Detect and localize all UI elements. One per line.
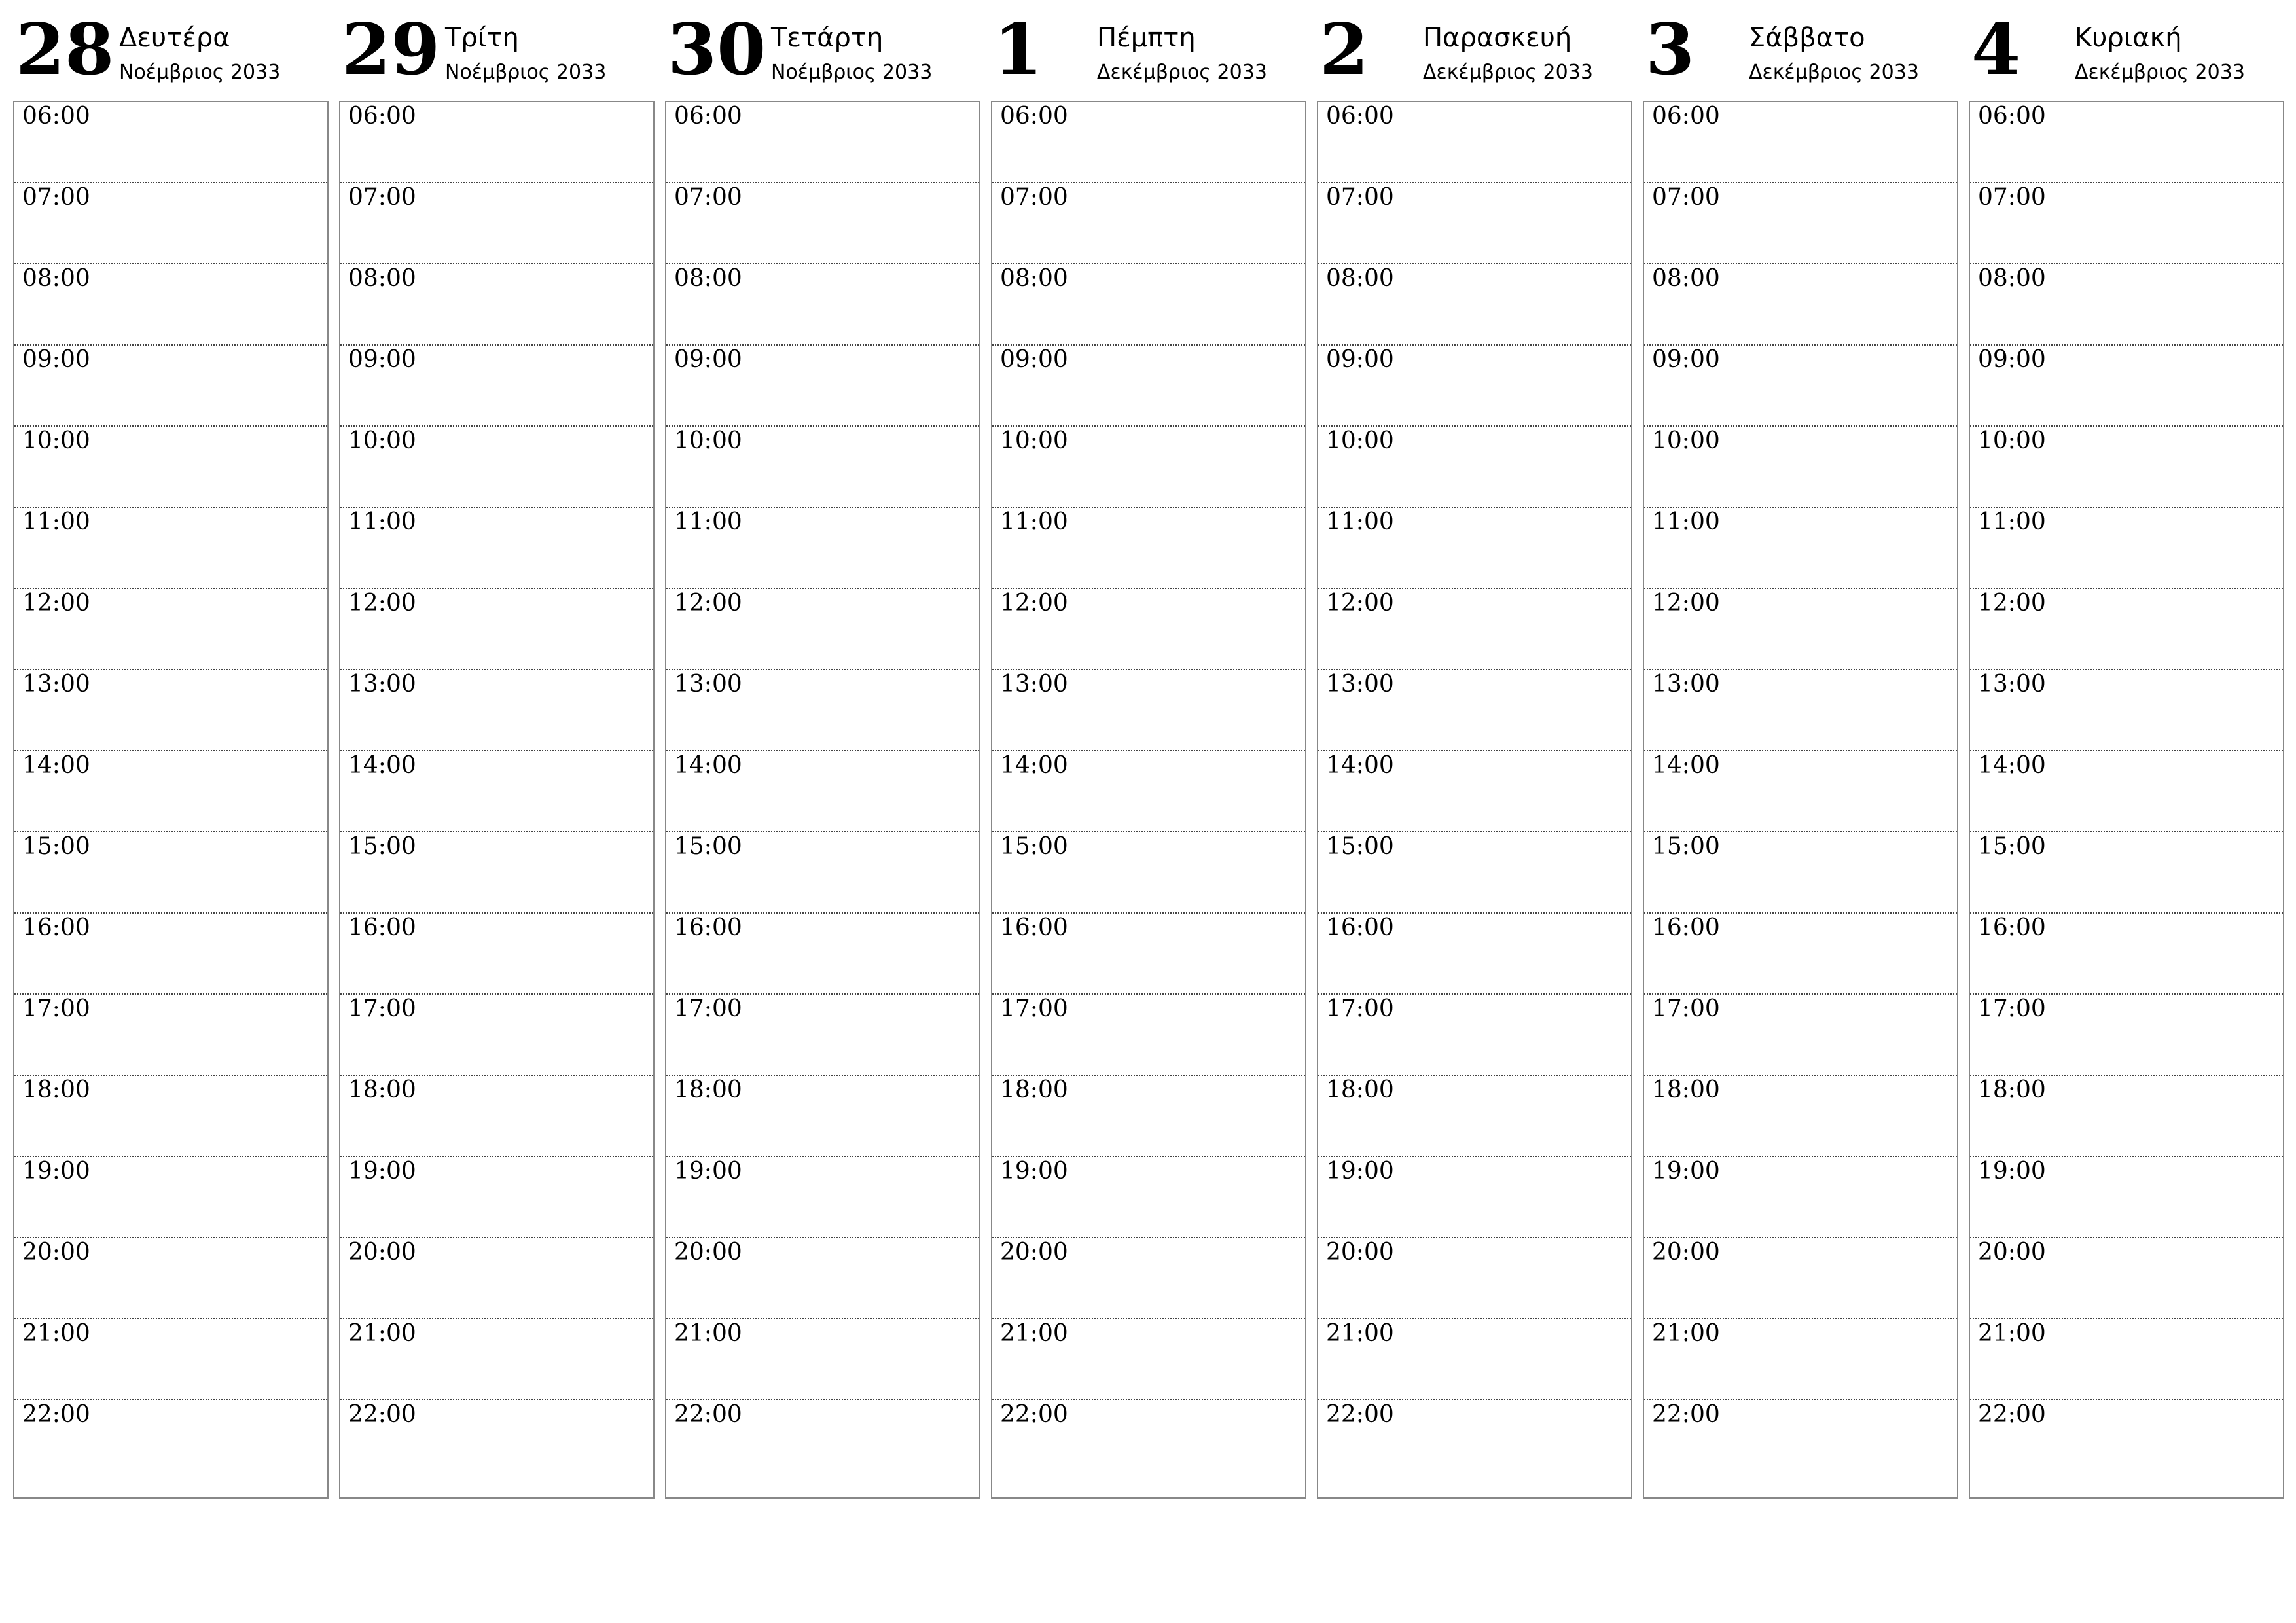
time-label: 18:00	[348, 1077, 416, 1103]
time-slot[interactable]	[992, 264, 1305, 346]
time-slot[interactable]	[992, 670, 1305, 751]
time-label: 12:00	[348, 590, 416, 616]
time-slot[interactable]	[1970, 264, 2283, 346]
time-label: 19:00	[1978, 1158, 2046, 1185]
time-slot[interactable]	[340, 589, 653, 670]
time-label: 07:00	[674, 184, 742, 211]
time-label: 14:00	[1652, 752, 1720, 779]
time-label: 06:00	[1652, 103, 1720, 130]
time-label: 06:00	[1326, 103, 1394, 130]
day-month: Δεκέμβριος 2033	[1097, 61, 1267, 84]
time-slot[interactable]	[340, 1238, 653, 1319]
time-label: 15:00	[674, 833, 742, 860]
time-slot[interactable]	[14, 264, 327, 346]
day-schedule-box	[339, 101, 655, 1499]
day-number: 28	[16, 9, 115, 91]
time-label: 09:00	[1978, 346, 2046, 373]
time-label: 15:00	[1326, 833, 1394, 860]
time-label: 16:00	[1978, 914, 2046, 941]
day-column-monday	[13, 0, 329, 1428]
time-label: 10:00	[22, 427, 90, 454]
time-label: 12:00	[674, 590, 742, 616]
time-label: 08:00	[1000, 265, 1068, 292]
day-number: 2	[1319, 9, 1369, 91]
time-slot[interactable]	[992, 751, 1305, 832]
time-label: 21:00	[1978, 1320, 2046, 1347]
time-label: 08:00	[348, 265, 416, 292]
time-label: 07:00	[1000, 184, 1068, 211]
time-label: 22:00	[22, 1401, 90, 1428]
time-label: 16:00	[22, 914, 90, 941]
time-slot[interactable]	[340, 1157, 653, 1238]
time-label: 20:00	[22, 1239, 90, 1266]
time-label: 19:00	[674, 1158, 742, 1185]
time-slot[interactable]	[1318, 1157, 1631, 1238]
time-slot[interactable]	[1644, 1076, 1957, 1157]
time-label: 07:00	[22, 184, 90, 211]
time-slot[interactable]	[666, 427, 979, 508]
time-label: 19:00	[22, 1158, 90, 1185]
time-slot[interactable]	[14, 1319, 327, 1400]
time-label: 12:00	[1978, 590, 2046, 616]
time-label: 21:00	[348, 1320, 416, 1347]
time-label: 08:00	[22, 265, 90, 292]
time-label: 14:00	[1000, 752, 1068, 779]
time-slot[interactable]	[1318, 346, 1631, 427]
time-label: 10:00	[1326, 427, 1394, 454]
time-label: 18:00	[1000, 1077, 1068, 1103]
time-label: 09:00	[22, 346, 90, 373]
time-slot[interactable]	[992, 346, 1305, 427]
time-slot[interactable]	[666, 1238, 979, 1319]
time-slot[interactable]	[666, 1076, 979, 1157]
time-slot[interactable]	[666, 751, 979, 832]
day-number: 3	[1645, 9, 1695, 91]
time-label: 20:00	[1326, 1239, 1394, 1266]
time-label: 20:00	[1652, 1239, 1720, 1266]
time-slot[interactable]	[666, 102, 979, 183]
time-slot[interactable]	[666, 1400, 979, 1482]
time-slot[interactable]	[1318, 670, 1631, 751]
time-slot[interactable]	[666, 589, 979, 670]
time-label: 13:00	[1000, 671, 1068, 698]
time-label: 17:00	[1652, 995, 1720, 1022]
day-column-friday	[1317, 0, 1632, 1428]
time-label: 16:00	[674, 914, 742, 941]
time-label: 19:00	[1000, 1158, 1068, 1185]
time-slot[interactable]	[1970, 914, 2283, 995]
time-slot[interactable]	[1644, 751, 1957, 832]
day-month: Νοέμβριος 2033	[445, 61, 607, 84]
day-column-wednesday	[665, 0, 980, 1428]
time-slot[interactable]	[666, 1319, 979, 1400]
time-label: 16:00	[1000, 914, 1068, 941]
time-slot[interactable]	[992, 1238, 1305, 1319]
time-slot[interactable]	[992, 1400, 1305, 1482]
time-slot[interactable]	[1644, 1400, 1957, 1482]
time-label: 12:00	[1326, 590, 1394, 616]
time-slot[interactable]	[340, 832, 653, 914]
time-slot[interactable]	[1318, 427, 1631, 508]
time-slot[interactable]	[1644, 589, 1957, 670]
time-slot[interactable]	[1644, 832, 1957, 914]
time-label: 10:00	[1652, 427, 1720, 454]
time-slot[interactable]	[1318, 264, 1631, 346]
time-label: 07:00	[1326, 184, 1394, 211]
time-label: 06:00	[674, 103, 742, 130]
time-slot[interactable]	[666, 183, 979, 264]
time-slot[interactable]	[1970, 670, 2283, 751]
day-month: Δεκέμβριος 2033	[1423, 61, 1593, 84]
time-slot[interactable]	[1970, 1157, 2283, 1238]
time-slot[interactable]	[1970, 183, 2283, 264]
time-slot[interactable]	[666, 264, 979, 346]
time-label: 18:00	[674, 1077, 742, 1103]
time-slot[interactable]	[1318, 914, 1631, 995]
time-slot[interactable]	[1318, 832, 1631, 914]
time-label: 09:00	[1652, 346, 1720, 373]
time-label: 13:00	[674, 671, 742, 698]
day-schedule-box	[1969, 101, 2284, 1499]
time-slot[interactable]	[666, 995, 979, 1076]
time-slot[interactable]	[14, 1157, 327, 1238]
time-slot[interactable]	[1318, 1076, 1631, 1157]
time-slot[interactable]	[340, 670, 653, 751]
time-slot[interactable]	[340, 1076, 653, 1157]
time-slot[interactable]	[992, 102, 1305, 183]
time-label: 17:00	[674, 995, 742, 1022]
time-slot[interactable]	[14, 995, 327, 1076]
time-label: 11:00	[348, 508, 416, 535]
time-slot[interactable]	[340, 346, 653, 427]
time-slot[interactable]	[666, 832, 979, 914]
time-slot[interactable]	[1644, 508, 1957, 589]
day-name: Κυριακή	[2075, 23, 2182, 53]
time-slot[interactable]	[340, 427, 653, 508]
time-slot[interactable]	[1644, 995, 1957, 1076]
time-slot[interactable]	[1970, 995, 2283, 1076]
time-slot[interactable]	[1644, 1319, 1957, 1400]
time-slot[interactable]	[992, 1076, 1305, 1157]
time-slot[interactable]	[1644, 914, 1957, 995]
time-label: 21:00	[1652, 1320, 1720, 1347]
day-header	[1643, 0, 1958, 101]
time-slot[interactable]	[1644, 102, 1957, 183]
time-label: 14:00	[1978, 752, 2046, 779]
time-label: 09:00	[1000, 346, 1068, 373]
time-slot[interactable]	[1970, 1400, 2283, 1482]
time-slot[interactable]	[992, 589, 1305, 670]
time-label: 08:00	[674, 265, 742, 292]
time-label: 20:00	[1978, 1239, 2046, 1266]
time-slot[interactable]	[14, 346, 327, 427]
time-label: 22:00	[1000, 1401, 1068, 1428]
time-slot[interactable]	[1970, 832, 2283, 914]
time-label: 06:00	[1978, 103, 2046, 130]
time-label: 22:00	[348, 1401, 416, 1428]
time-slot[interactable]	[340, 1400, 653, 1482]
time-slot[interactable]	[1318, 589, 1631, 670]
time-slot[interactable]	[992, 1157, 1305, 1238]
time-label: 17:00	[1326, 995, 1394, 1022]
time-label: 21:00	[22, 1320, 90, 1347]
time-label: 14:00	[674, 752, 742, 779]
time-label: 11:00	[1652, 508, 1720, 535]
time-label: 14:00	[348, 752, 416, 779]
time-label: 18:00	[1652, 1077, 1720, 1103]
time-label: 22:00	[1652, 1401, 1720, 1428]
time-label: 14:00	[22, 752, 90, 779]
time-slot[interactable]	[1970, 102, 2283, 183]
time-slot[interactable]	[14, 427, 327, 508]
time-label: 11:00	[1978, 508, 2046, 535]
day-name: Σάββατο	[1749, 23, 1865, 53]
time-slot[interactable]	[1644, 346, 1957, 427]
time-label: 21:00	[1000, 1320, 1068, 1347]
time-slot[interactable]	[14, 589, 327, 670]
day-header	[665, 0, 980, 101]
time-label: 12:00	[1000, 590, 1068, 616]
day-schedule-box	[13, 101, 329, 1499]
day-month: Δεκέμβριος 2033	[2075, 61, 2245, 84]
time-label: 21:00	[674, 1320, 742, 1347]
day-number: 1	[994, 9, 1043, 91]
time-slot[interactable]	[1970, 1238, 2283, 1319]
time-slot[interactable]	[340, 183, 653, 264]
time-label: 09:00	[1326, 346, 1394, 373]
day-month: Νοέμβριος 2033	[119, 61, 281, 84]
day-month: Δεκέμβριος 2033	[1749, 61, 1919, 84]
time-label: 22:00	[1978, 1401, 2046, 1428]
day-schedule-box	[1317, 101, 1632, 1499]
time-slot[interactable]	[992, 183, 1305, 264]
time-slot[interactable]	[340, 102, 653, 183]
time-label: 12:00	[1652, 590, 1720, 616]
time-slot[interactable]	[14, 183, 327, 264]
day-name: Τρίτη	[445, 23, 519, 53]
time-slot[interactable]	[1970, 589, 2283, 670]
time-label: 10:00	[674, 427, 742, 454]
time-label: 17:00	[1000, 995, 1068, 1022]
time-slot[interactable]	[1318, 183, 1631, 264]
day-schedule-box	[1643, 101, 1958, 1499]
time-label: 21:00	[1326, 1320, 1394, 1347]
time-label: 18:00	[1978, 1077, 2046, 1103]
time-label: 13:00	[22, 671, 90, 698]
day-name: Τετάρτη	[771, 23, 884, 53]
time-label: 20:00	[348, 1239, 416, 1266]
time-label: 18:00	[22, 1077, 90, 1103]
time-label: 17:00	[348, 995, 416, 1022]
time-slot[interactable]	[14, 1400, 327, 1482]
time-slot[interactable]	[14, 914, 327, 995]
day-column-thursday	[991, 0, 1306, 1428]
day-name: Πέμπτη	[1097, 23, 1196, 53]
day-header	[1969, 0, 2284, 101]
time-label: 09:00	[674, 346, 742, 373]
time-label: 11:00	[1326, 508, 1394, 535]
time-slot[interactable]	[1970, 751, 2283, 832]
time-slot[interactable]	[1970, 1319, 2283, 1400]
time-label: 07:00	[348, 184, 416, 211]
day-schedule-box	[665, 101, 980, 1499]
day-column-saturday	[1643, 0, 1958, 1428]
time-label: 22:00	[674, 1401, 742, 1428]
time-label: 09:00	[348, 346, 416, 373]
time-slot[interactable]	[340, 995, 653, 1076]
day-column-tuesday	[339, 0, 655, 1428]
time-slot[interactable]	[1318, 1400, 1631, 1482]
time-label: 10:00	[348, 427, 416, 454]
time-slot[interactable]	[1970, 427, 2283, 508]
time-label: 13:00	[348, 671, 416, 698]
time-slot[interactable]	[1318, 1238, 1631, 1319]
time-slot[interactable]	[340, 1319, 653, 1400]
time-slot[interactable]	[340, 264, 653, 346]
day-header	[339, 0, 655, 101]
time-label: 22:00	[1326, 1401, 1394, 1428]
time-label: 19:00	[1326, 1158, 1394, 1185]
time-label: 15:00	[348, 833, 416, 860]
day-number: 4	[1971, 9, 2021, 91]
time-label: 15:00	[22, 833, 90, 860]
time-label: 19:00	[348, 1158, 416, 1185]
day-number: 30	[668, 9, 766, 91]
weekly-planner	[13, 0, 2291, 1505]
time-slot[interactable]	[1318, 1319, 1631, 1400]
time-slot[interactable]	[666, 670, 979, 751]
day-schedule-box	[991, 101, 1306, 1499]
time-label: 06:00	[22, 103, 90, 130]
day-number: 29	[342, 9, 440, 91]
day-header	[1317, 0, 1632, 101]
time-label: 11:00	[674, 508, 742, 535]
time-slot[interactable]	[1644, 670, 1957, 751]
time-slot[interactable]	[992, 427, 1305, 508]
time-label: 16:00	[1326, 914, 1394, 941]
day-header	[991, 0, 1306, 101]
time-label: 13:00	[1326, 671, 1394, 698]
time-label: 08:00	[1652, 265, 1720, 292]
time-label: 13:00	[1652, 671, 1720, 698]
time-slot[interactable]	[340, 914, 653, 995]
time-slot[interactable]	[14, 102, 327, 183]
time-label: 11:00	[22, 508, 90, 535]
time-slot[interactable]	[340, 508, 653, 589]
day-month: Νοέμβριος 2033	[771, 61, 933, 84]
time-slot[interactable]	[1318, 995, 1631, 1076]
time-slot[interactable]	[14, 832, 327, 914]
day-column-sunday	[1969, 0, 2284, 1428]
time-label: 12:00	[22, 590, 90, 616]
time-slot[interactable]	[666, 508, 979, 589]
time-label: 15:00	[1652, 833, 1720, 860]
time-label: 06:00	[1000, 103, 1068, 130]
time-slot[interactable]	[14, 670, 327, 751]
time-slot[interactable]	[14, 1238, 327, 1319]
time-label: 16:00	[1652, 914, 1720, 941]
time-slot[interactable]	[340, 751, 653, 832]
time-slot[interactable]	[666, 346, 979, 427]
time-slot[interactable]	[1644, 264, 1957, 346]
time-slot[interactable]	[666, 1157, 979, 1238]
time-slot[interactable]	[14, 1076, 327, 1157]
time-label: 20:00	[1000, 1239, 1068, 1266]
time-label: 19:00	[1652, 1158, 1720, 1185]
time-slot[interactable]	[666, 914, 979, 995]
time-label: 17:00	[22, 995, 90, 1022]
time-slot[interactable]	[14, 508, 327, 589]
time-slot[interactable]	[992, 995, 1305, 1076]
time-slot[interactable]	[1644, 1157, 1957, 1238]
time-slot[interactable]	[1970, 508, 2283, 589]
time-slot[interactable]	[992, 1319, 1305, 1400]
time-slot[interactable]	[1318, 751, 1631, 832]
time-slot[interactable]	[1318, 508, 1631, 589]
time-label: 08:00	[1326, 265, 1394, 292]
time-slot[interactable]	[1644, 427, 1957, 508]
time-slot[interactable]	[14, 751, 327, 832]
time-label: 15:00	[1978, 833, 2046, 860]
time-label: 20:00	[674, 1239, 742, 1266]
day-name: Δευτέρα	[119, 23, 230, 53]
time-label: 07:00	[1652, 184, 1720, 211]
time-label: 11:00	[1000, 508, 1068, 535]
time-slot[interactable]	[1970, 346, 2283, 427]
time-slot[interactable]	[1644, 1238, 1957, 1319]
time-label: 10:00	[1978, 427, 2046, 454]
time-label: 06:00	[348, 103, 416, 130]
time-slot[interactable]	[992, 832, 1305, 914]
time-slot[interactable]	[1970, 1076, 2283, 1157]
time-label: 17:00	[1978, 995, 2046, 1022]
time-slot[interactable]	[992, 508, 1305, 589]
day-header	[13, 0, 329, 101]
time-slot[interactable]	[992, 914, 1305, 995]
time-label: 15:00	[1000, 833, 1068, 860]
time-label: 10:00	[1000, 427, 1068, 454]
time-label: 14:00	[1326, 752, 1394, 779]
time-label: 16:00	[348, 914, 416, 941]
time-label: 08:00	[1978, 265, 2046, 292]
time-slot[interactable]	[1644, 183, 1957, 264]
time-label: 07:00	[1978, 184, 2046, 211]
day-name: Παρασκευή	[1423, 23, 1572, 53]
time-label: 13:00	[1978, 671, 2046, 698]
time-slot[interactable]	[1318, 102, 1631, 183]
time-label: 18:00	[1326, 1077, 1394, 1103]
